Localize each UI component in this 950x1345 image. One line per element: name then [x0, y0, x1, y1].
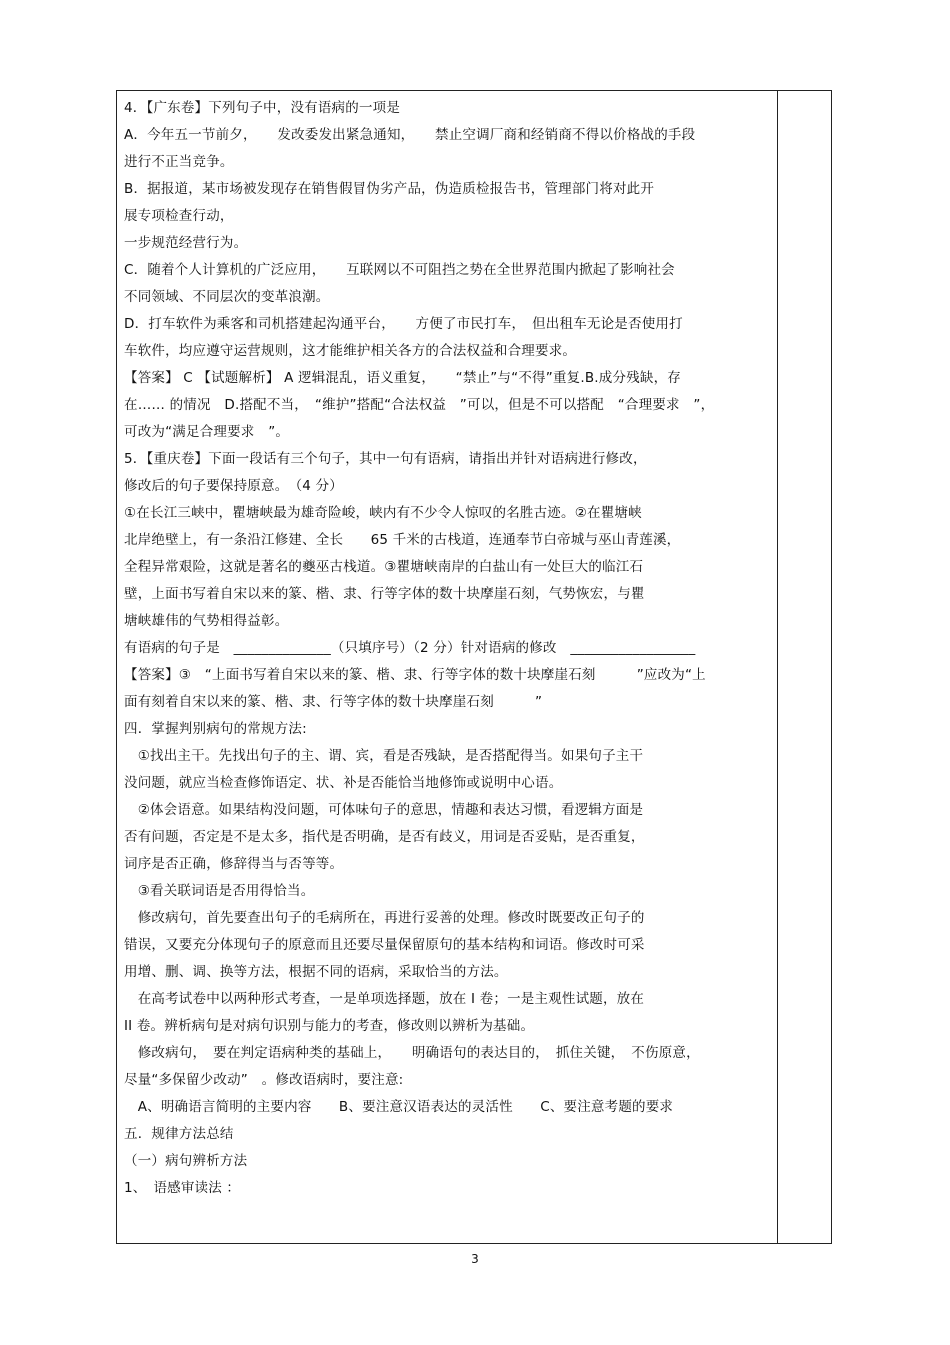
text-line: 修改病句，首先要查出句子的毛病所在，再进行妥善的处理。修改时既要改正句子的 — [124, 910, 645, 926]
text-line: 否有问题，否定是不是太多，指代是否明确，是否有歧义，用词是否妥贴，是否重复， — [124, 829, 645, 845]
text-line: 没问题，就应当检查修饰语定、状、补是否能恰当地修饰或说明中心语。 — [124, 775, 563, 791]
text-line: 4．【广东卷】下列句子中，没有语病的一项是 — [124, 100, 401, 116]
text-line: D．打车软件为乘客和司机搭建起沟通平台， 方便了市民打车， 但出租车无论是否使用打 — [124, 316, 683, 332]
text-line: A、明确语言简明的主要内容 B、要注意汉语表达的灵活性 C、要注意考题的要求 — [124, 1099, 674, 1115]
text-line: ①找出主干。先找出句子的主、谓、宾，看是否残缺，是否搭配得当。如果句子主干 — [124, 748, 644, 764]
text-line: 一步规范经营行为。 — [124, 235, 248, 251]
text-line: 修改病句， 要在判定语病种类的基础上， 明确语句的表达目的， 抓住关键， 不伤原意， — [124, 1045, 700, 1061]
text-line: 5．【重庆卷】下面一段话有三个句子，其中一句有语病，请指出并针对语病进行修改， — [124, 451, 647, 467]
text-line: 【答案】 C 【试题解析】 A 逻辑混乱，语义重复， “禁止”与“不得”重复.B.成分残缺，存 — [124, 370, 681, 386]
text-line: （一）病句辨析方法 — [124, 1153, 248, 1169]
text-line: B．据报道，某市场被发现存在销售假冒伪劣产品，伪造质检报告书，管理部门将对此开 — [124, 181, 655, 197]
text-line: 用增、删、调、换等方法，根据不同的语病，采取恰当的方法。 — [124, 964, 508, 980]
text-line: ②体会语意。如果结构没问题，可体味句子的意思，情趣和表达习惯，看逻辑方面是 — [124, 802, 644, 818]
text-line: C．随着个人计算机的广泛应用， 互联网以不可阻挡之势在全世界范围内掀起了影响社会 — [124, 262, 675, 278]
text-line: 词序是否正确，修辞得当与否等等。 — [124, 856, 344, 872]
text-line: 壁，上面书写着自宋以来的篆、楷、隶、行等字体的数十块摩崖石刻，气势恢宏，与瞿 — [124, 586, 645, 602]
text-line: 1、 语感审读法 ： — [124, 1180, 241, 1196]
text-line: 塘峡雄伟的气势相得益彰。 — [124, 613, 289, 629]
text-line: 在高考试卷中以两种形式考查，一是单项选择题，放在 I 卷；一是主观性试题，放在 — [124, 991, 645, 1007]
text-line: ①在长江三峡中，瞿塘峡最为雄奇险峻，峡内有不少令人惊叹的名胜古迹。②在瞿塘峡 — [124, 505, 642, 521]
text-line: 四．掌握判别病句的常规方法: — [124, 721, 307, 737]
text-line: 全程异常艰险，这就是著名的夔巫古栈道。③瞿塘峡南岸的白盐山有一处巨大的临江石 — [124, 559, 644, 575]
text-line: 尽量“多保留少改动” 。修改语病时，要注意: — [124, 1072, 404, 1088]
text-line: 不同领域、不同层次的变革浪潮。 — [124, 289, 330, 305]
text-line: 展专项检查行动， — [124, 208, 234, 224]
page-number: 3 — [471, 1252, 479, 1266]
text-line: 五．规律方法总结 — [124, 1126, 234, 1142]
table-column-divider — [777, 90, 778, 1244]
text-line: 车软件，均应遵守运营规则，这才能维护相关各方的合法权益和合理要求。 — [124, 343, 577, 359]
text-line: 在…… 的情况 D.搭配不当， “维护”搭配“合法权益 ”可以，但是不可以搭配 “合理要求 ”， — [124, 397, 715, 413]
text-line: 有语病的句子是 ______________（只填序号）（2 分）针对语病的修改 __________________ — [124, 640, 696, 656]
text-line: 面有刻着自宋以来的篆、楷、隶、行等字体的数十块摩崖石刻 ” — [124, 694, 543, 710]
text-line: ③看关联词语是否用得恰当。 — [124, 883, 315, 899]
text-line: A．今年五一节前夕， 发改委发出紧急通知， 禁止空调厂商和经销商不得以价格战的手段 — [124, 127, 696, 143]
text-line: 修改后的句子要保持原意。 （4 分） — [124, 478, 343, 494]
text-line: 北岸绝壁上，有一条沿江修建、全长 65 千米的古栈道，连通奉节白帝城与巫山青莲溪， — [124, 532, 681, 548]
text-line: 可改为“满足合理要求 ”。 — [124, 424, 290, 440]
text-line: II 卷。辨析病句是对病句识别与能力的考查，修改则以辨析为基础。 — [124, 1018, 535, 1034]
text-line: 【答案】③ “上面书写着自宋以来的篆、楷、隶、行等字体的数十块摩崖石刻 ”应改为“上 — [124, 667, 706, 683]
text-line: 错误，又要充分体现句子的原意而且还要尽量保留原句的基本结构和词语。修改时可采 — [124, 937, 645, 953]
document-body — [124, 95, 772, 1202]
text-line: 进行不正当竞争。 — [124, 154, 234, 170]
